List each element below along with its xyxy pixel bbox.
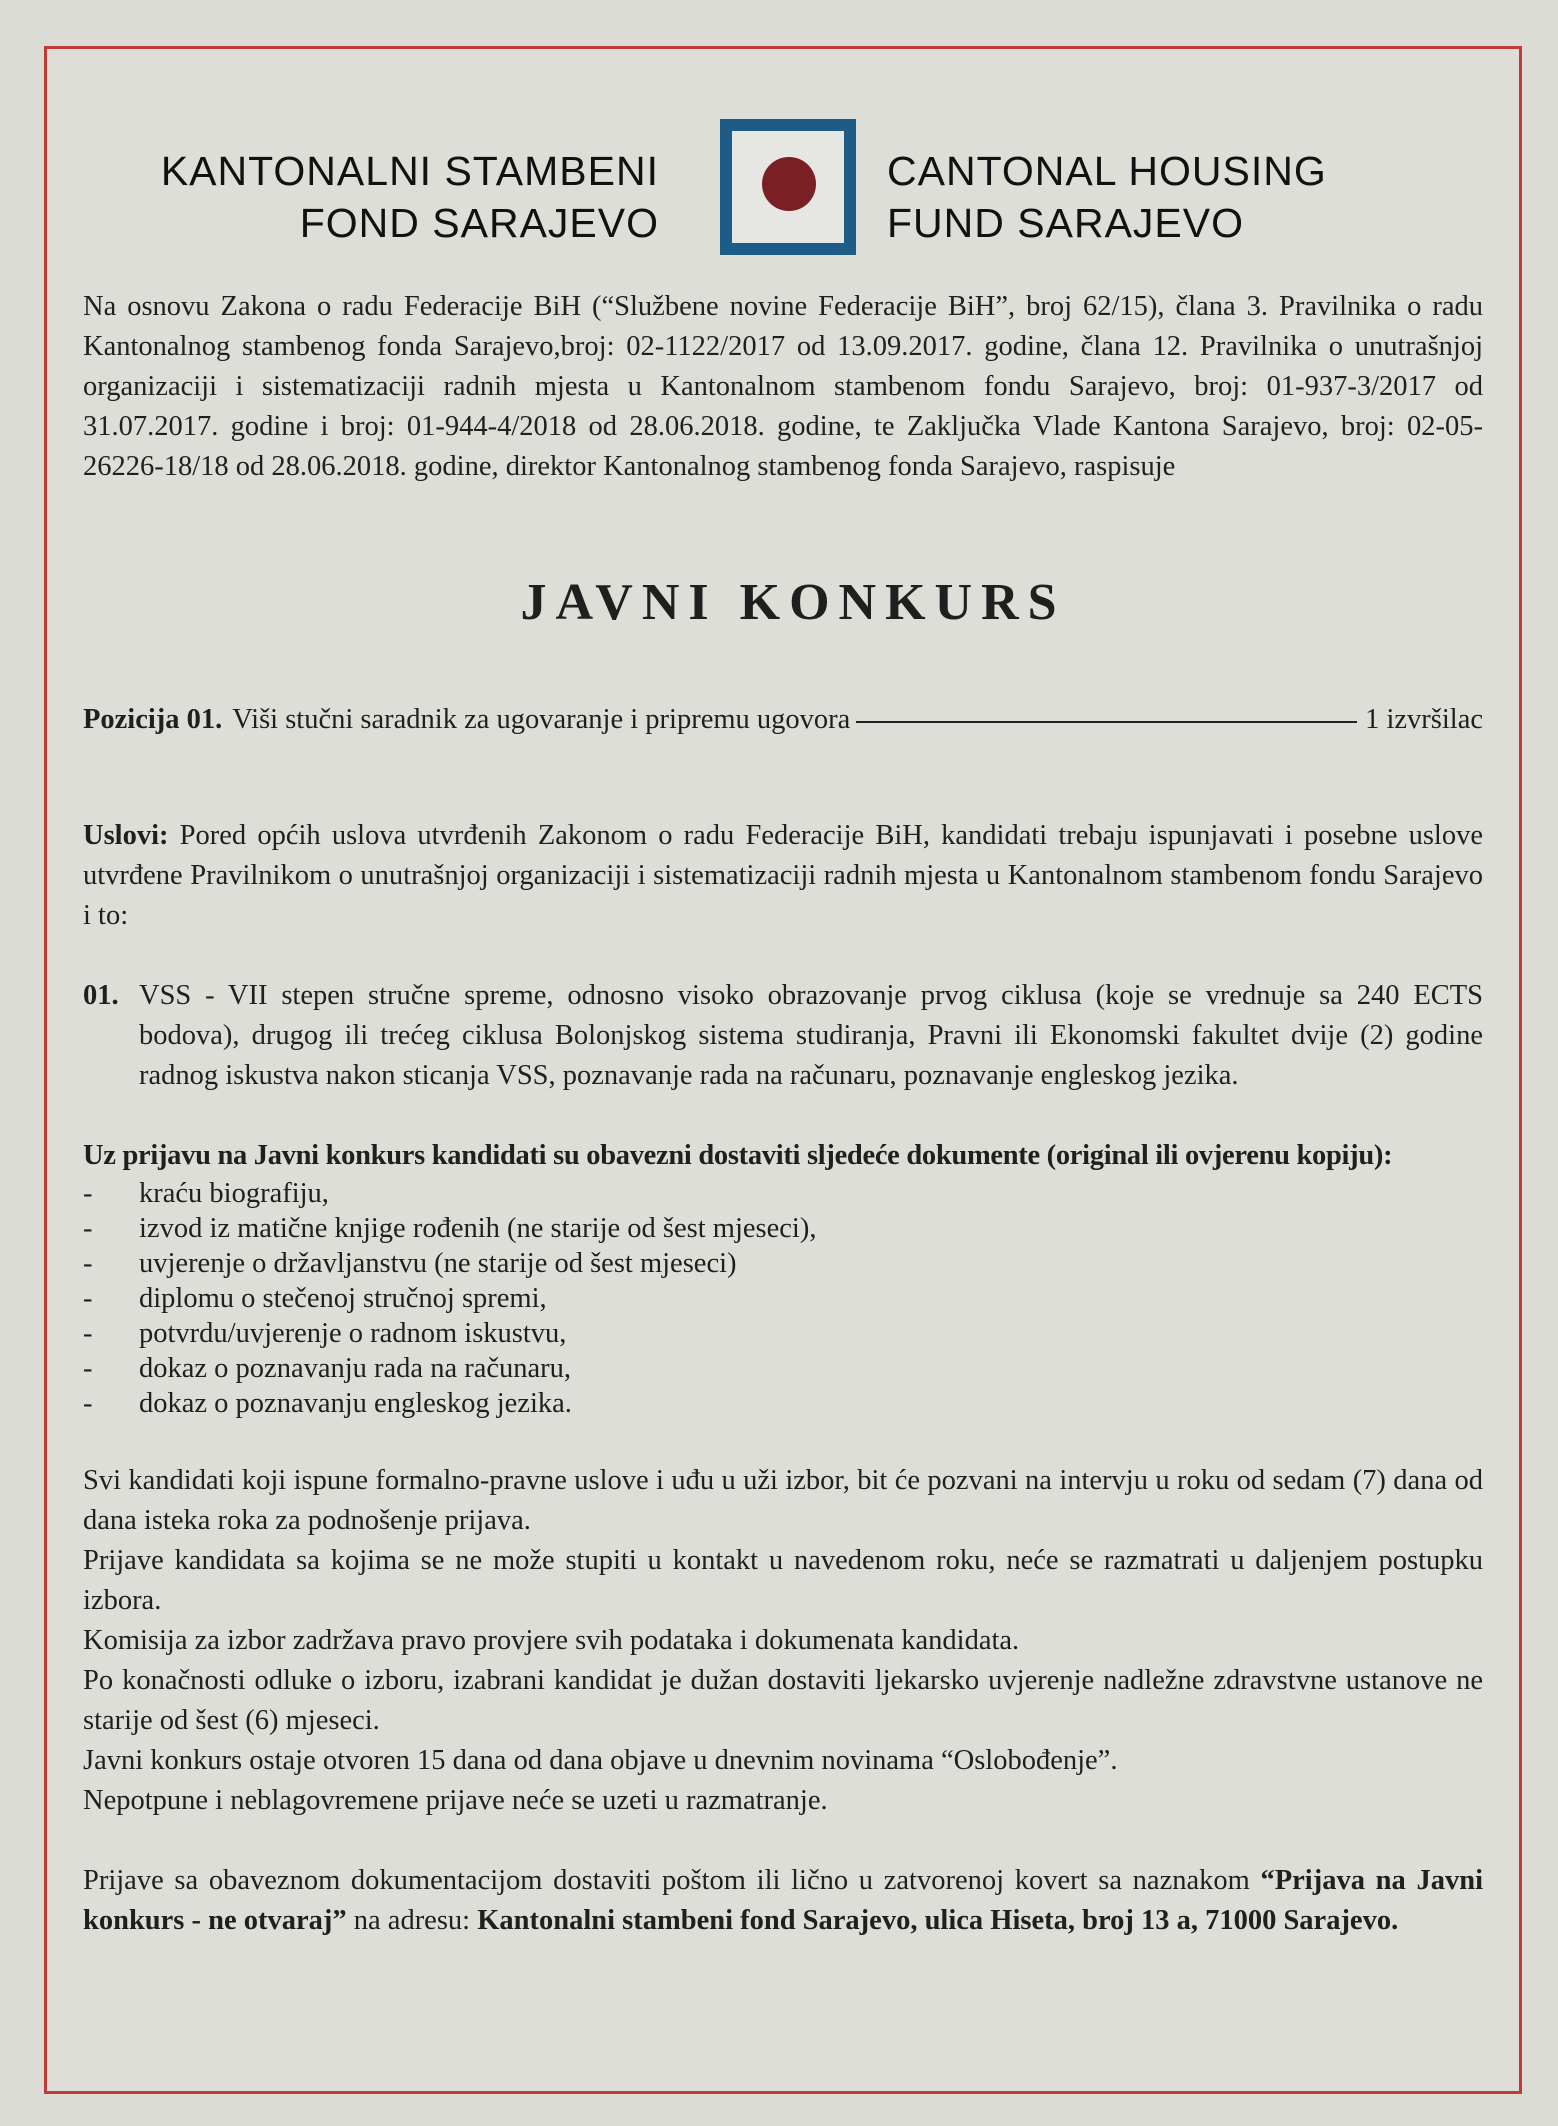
documents-heading: Uz prijavu na Javni konkurs kandidati su obavezni dostaviti sljedeće dokumente (original ili ovjerenu kopiju): xyxy=(83,1140,1393,1171)
list-item: - diplomu o stečenoj stručnoj spremi, xyxy=(83,1283,547,1314)
org-name-bosnian: KANTONALNI STAMBENI FOND SARAJEVO xyxy=(160,148,659,246)
note-paragraph: Javni konkurs ostaje otvoren 15 dana od dana objave u dnevnim novinama “Oslobođenje”. xyxy=(83,1745,1118,1776)
header xyxy=(47,119,1519,279)
note-paragraph: Komisija za izbor zadržava pravo provjere svih podataka i dokumenata kandidata. xyxy=(83,1625,1020,1656)
notice-frame xyxy=(44,46,1522,2094)
list-item: - dokaz o poznavanju rada na računaru, xyxy=(83,1353,572,1384)
notice-title: JAVNI KONKURS xyxy=(520,574,1066,631)
list-item: - kraću biografiju, xyxy=(83,1178,329,1209)
requirement-text: VSS - VII stepen stručne spreme, odnosno visoko obrazovanje prvog ciklusa (koje se vrednuje sa 240 ECTS bodova), drugog ili trećeg ciklusa Bolonjskog sistema studiranja, Pravni ili Ekonomski fakultet dvije (2) godine radnog iskustva nakon sticanja VSS, poznavanje rada na računaru, poznavanje engleskog jezika. xyxy=(139,980,1483,1091)
list-item: - izvod iz matične knjige rođenih (ne starije od šest mjeseci), xyxy=(83,1213,817,1244)
submission-instructions: Prijave sa obaveznom dokumentacijom dostaviti poštom ili lično u zatvorenoj kovert sa naznakom “Prijava na Javni konkurs - ne otvaraj” na adresu: Kantonalni stambeni fond Sarajevo, ulica Hiseta, broj 13 a, 71000 Sarajevo. xyxy=(83,1865,1483,1936)
note-paragraph: Nepotpune i neblagovremene prijave neće se uzeti u razmatranje. xyxy=(83,1785,828,1816)
documents-list xyxy=(83,1176,1483,1421)
note-paragraph: Po konačnosti odluke o izboru, izabrani kandidat je dužan dostaviti ljekarsko uvjerenje nadležne zdravstvne ustanove ne starije od šest (6) mjeseci. xyxy=(83,1665,1483,1736)
position-leader-line xyxy=(856,721,1357,723)
note-paragraph: Prijave kandidata sa kojima se ne može stupiti u kontakt u navedenom roku, neće se razmatrati u daljenjem postupku izbora. xyxy=(83,1545,1483,1616)
conditions-paragraph xyxy=(83,816,1483,936)
position-row xyxy=(83,700,1483,740)
intro-paragraph: Na osnovu Zakona o radu Federacije BiH (“Službene novine Federacije BiH”, broj 62/15), člana 3. Pravilnika o radu Kantonalnog stambenog fonda Sarajevo,broj: 02-1122/2017 od 13.09.2017. godine, člana 12. Pravilnika o unutrašnjoj organizaciji i sistematizaciji radnih mjesta u Kantonalnom stambenom fondu Sarajevo, broj: 01-937-3/2017 od 31.07.2017. godine i broj: 01-944-4/2018 od 28.06.2018. godine, te Zaključka Vlade Kantona Sarajevo, broj: 02-05-26226-18/18 od 28.06.2018. godine, direktor Kantonalnog stambenog fonda Sarajevo, raspisuje xyxy=(83,291,1483,482)
conditions-label: Uslovi: xyxy=(83,820,169,851)
note-paragraph: Svi kandidati koji ispune formalno-pravne uslove i uđu u uži izbor, bit će pozvani na intervju u roku od sedam (7) dana od dana isteka roka za podnošenje prijava. xyxy=(83,1465,1483,1536)
logo-dot xyxy=(762,157,816,211)
submission-address: Kantonalni stambeni fond Sarajevo, ulica Hiseta, broj 13 a, 71000 Sarajevo. xyxy=(477,1905,1399,1936)
notes-block xyxy=(83,1461,1483,1821)
requirement-number: 01. xyxy=(83,980,119,1011)
position-name: Viši stučni saradnik za ugovaranje i pripremu ugovora xyxy=(232,704,851,735)
org-name-english: CANTONAL HOUSING FUND SARAJEVO xyxy=(887,148,1327,246)
list-item: - uvjerenje o državljanstvu (ne starije od šest mjeseci) xyxy=(83,1248,737,1279)
position-count: 1 izvršilac xyxy=(1365,704,1483,735)
envelope-label: “Prijava na Javni konkurs - ne otvaraj” xyxy=(83,1865,1483,1936)
position-label: Pozicija 01. xyxy=(83,704,223,735)
conditions-text: Pored općih uslova utvrđenih Zakonom o radu Federacije BiH, kandidati trebaju ispunjavati i posebne uslove utvrđene Pravilnikom o unutrašnjoj organizaciji i sistematizaciji radnih mjesta u Kantonalnom stambenom fondu Sarajevo i to: xyxy=(83,820,1483,931)
fund-logo-icon xyxy=(720,119,856,255)
list-item: - dokaz o poznavanju engleskog jezika. xyxy=(83,1388,572,1419)
list-item: - potvrdu/uvjerenje o radnom iskustvu, xyxy=(83,1318,567,1349)
notice-body xyxy=(83,287,1483,1941)
requirement-item xyxy=(83,976,1483,1096)
